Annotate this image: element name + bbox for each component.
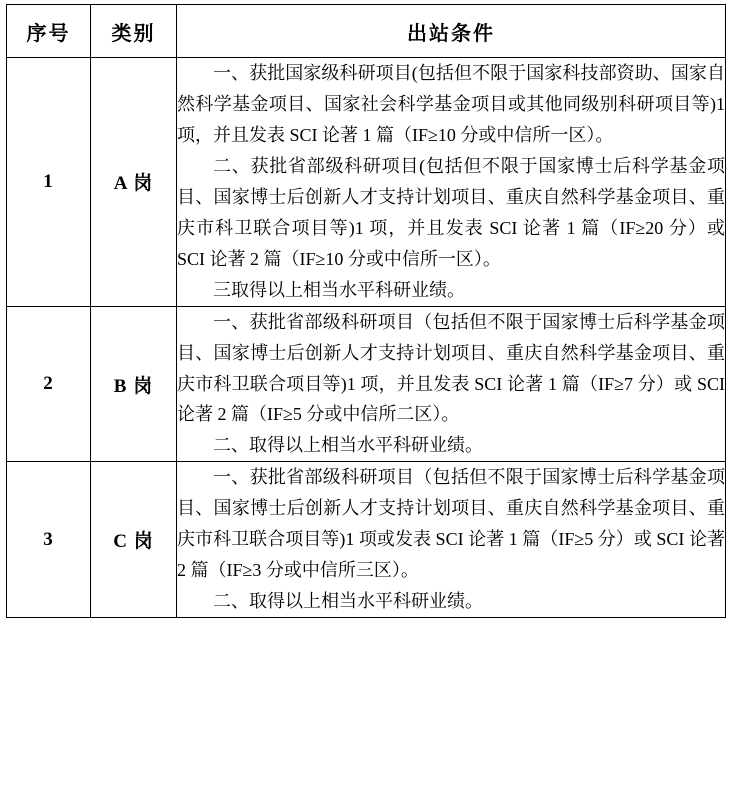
table-row [7,462,726,618]
condition-item: 二、取得以上相当水平科研业绩。 [213,435,483,456]
condition-item: 三取得以上相当水平科研业绩。 [213,279,465,300]
condition-item: 一、获批省部级科研项目（包括但不限于国家博士后科学基金项目、国家博士后创新人才支持计划项目、重庆自然科学基金项目、重庆市科卫联合项目等)1 项，并且发表 SCI 论著 1 篇（IF≥7 分）或 SCI 论著 2 篇（IF≥5 分或中信所二区）。 [177,311,725,425]
row-number: 1 [7,58,91,307]
table-header-row [7,5,726,58]
condition-item: 二、获批省部级科研项目(包括但不限于国家博士后科学基金项目、国家博士后创新人才支持计划项目、重庆自然科学基金项目、重庆市科卫联合项目等)1 项，并且发表 SCI 论著 1 篇（IF≥20 分）或 SCI 论著 2 篇（IF≥10 分或中信所一区）。 [177,155,725,269]
column-header-conditions: 出站条件 [177,5,726,58]
table-header [7,5,726,58]
exit-conditions-table [6,4,726,618]
condition-item: 一、获批国家级科研项目(包括但不限于国家科技部资助、国家自然科学基金项目、国家社会科学基金项目或其他同级别科研项目等)1 项，并且发表 SCI 论著 1 篇（IF≥10 分或中信所一区）。 [177,63,725,145]
table-row [7,306,726,462]
row-category: B 岗 [91,306,177,462]
row-conditions [177,462,726,618]
row-number: 3 [7,462,91,618]
row-conditions [177,306,726,462]
row-number: 2 [7,306,91,462]
row-category: C 岗 [91,462,177,618]
column-header-category: 类别 [91,5,177,58]
condition-item: 一、获批省部级科研项目（包括但不限于国家博士后科学基金项目、国家博士后创新人才支持计划项目、重庆自然科学基金项目、重庆市科卫联合项目等)1 项或发表 SCI 论著 1 篇（IF≥5 分）或 SCI 论著 2 篇（IF≥3 分或中信所三区）。 [177,467,725,581]
table-row [7,58,726,307]
row-category: A 岗 [91,58,177,307]
row-conditions [177,58,726,307]
condition-item: 二、取得以上相当水平科研业绩。 [213,591,483,612]
table-body [7,58,726,618]
column-header-number: 序号 [7,5,91,58]
